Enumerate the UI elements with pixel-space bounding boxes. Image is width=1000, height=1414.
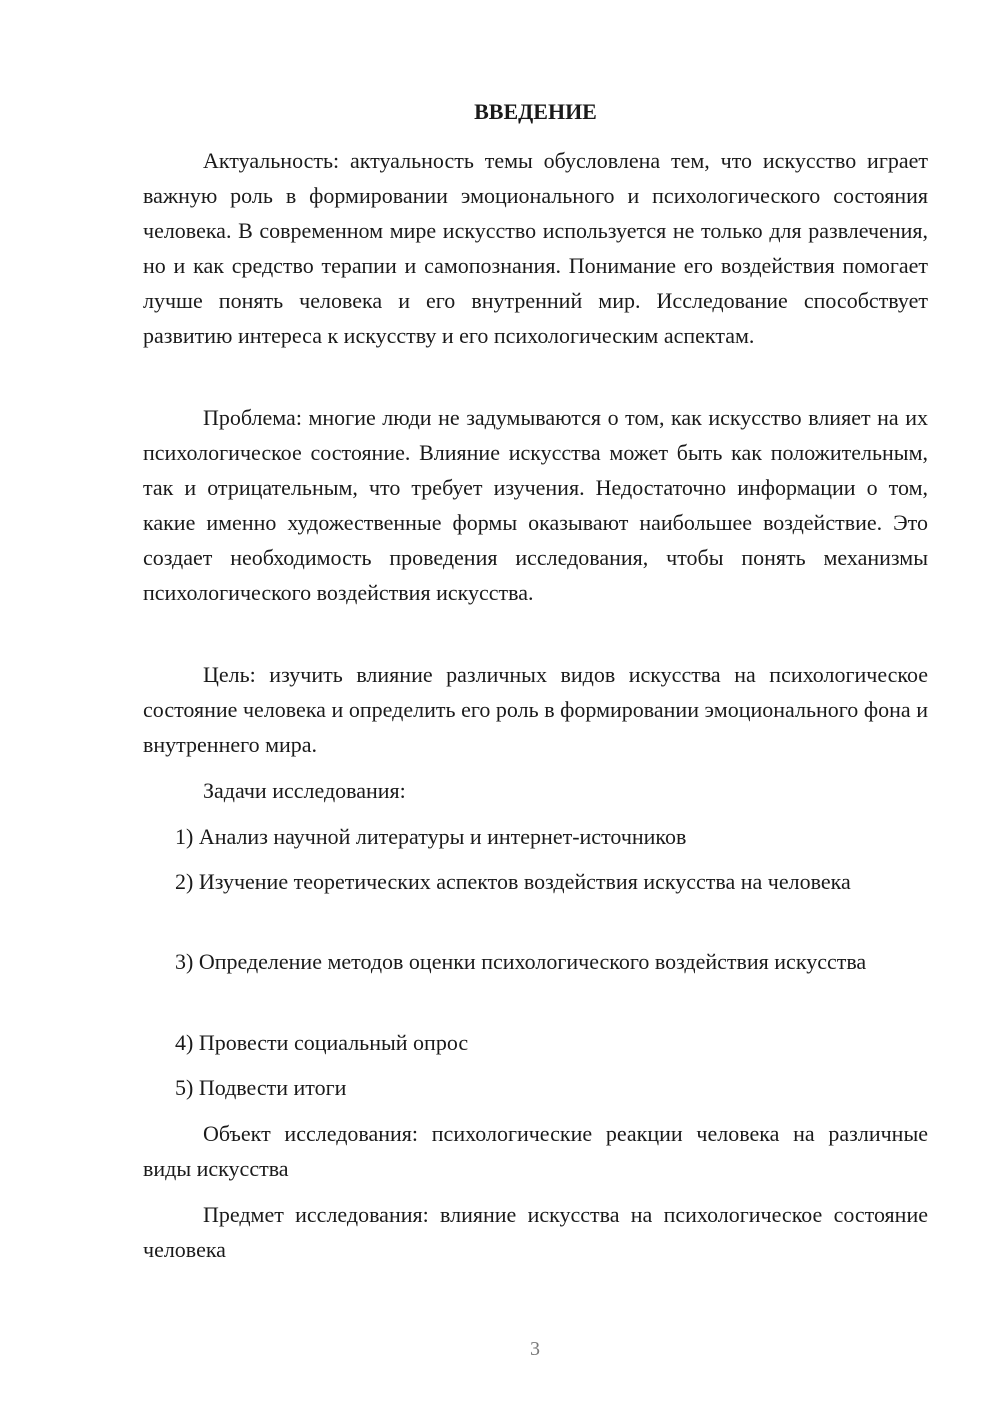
task-item: 3) Определение методов оценки психологического воздействия искусства [175,949,867,974]
paragraph-relevance: Актуальность: актуальность темы обусловлена тем, что искусство играет важную роль в формировании эмоционального и психологического состояния человека. В современном мире искусство используется не только для развлечения, но и как средство терапии и самопознания. Понимание его воздействия помогает лучше понять человека и его внутренний мир. Исследование способствует развитию интереса к искусству и его психологическим аспектам. [143,148,928,348]
page-title: ВВЕДЕНИЕ [474,99,597,124]
task-item: 4) Провести социальный опрос [175,1030,469,1055]
paragraph-goal: Цель: изучить влияние различных видов искусства на психологическое состояние человека и определить его роль в формировании эмоционального фона и внутреннего мира. [143,662,928,757]
page-number: 3 [530,1338,540,1360]
tasks-heading: Задачи исследования: [203,778,406,803]
task-item: 1) Анализ научной литературы и интернет-источников [175,824,687,849]
paragraph-problem: Проблема: многие люди не задумываются о том, как искусство влияет на их психологическое состояние. Влияние искусства может быть как положительным, так и отрицательным, что требует изучения. Недостаточно информации о том, какие именно художественные формы оказывают наибольшее воздействие. Это создает необходимость проведения исследования, чтобы понять механизмы психологического воздействия искусства. [143,405,928,605]
paragraph-object: Объект исследования: психологические реакции человека на различные виды искусства [143,1121,928,1181]
paragraph-subject: Предмет исследования: влияние искусства на психологическое состояние человека [143,1202,928,1262]
task-item: 5) Подвести итоги [175,1075,347,1100]
task-item: 2) Изучение теоретических аспектов воздействия искусства на человека [175,869,851,894]
